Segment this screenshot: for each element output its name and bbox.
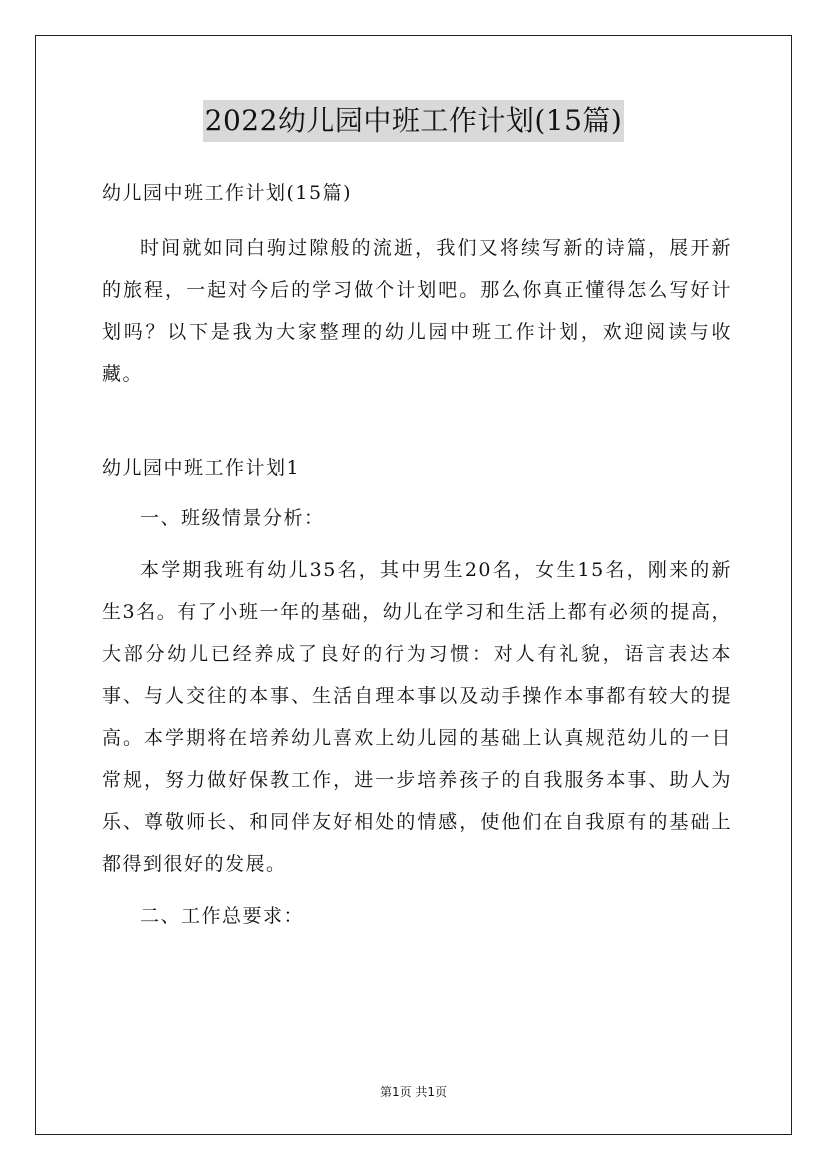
part-one-paragraph: 本学期我班有幼儿35名，其中男生20名，女生15名，刚来的新生3名。有了小班一年的基础，幼儿在学习和生活上都有必须的提高，大部分幼儿已经养成了良好的行为习惯：对人有礼貌，语言表达本事、与人交往的本事、生活自理本事以及动手操作本事都有较大的提高。本学期将在培养幼儿喜欢上幼儿园的基础上认真规范幼儿的一日常规，努力做好保教工作，进一步培养孩子的自我服务本事、助人为乐、尊敬师长、和同伴友好相处的情感，使他们在自我原有的基础上都得到很好的发展。 (102, 559, 732, 875)
title-container (0, 100, 827, 142)
intro-paragraph: 时间就如同白驹过隙般的流逝，我们又将续写新的诗篇，展开新的旅程，一起对今后的学习做个计划吧。那么你真正懂得怎么写好计划吗？以下是我为大家整理的幼儿园中班工作计划，欢迎阅读与收藏。 (102, 237, 732, 385)
part-one-heading: 一、班级情景分析： (140, 507, 325, 529)
document-body (102, 174, 732, 935)
document-title: 2022幼儿园中班工作计划(15篇) (203, 100, 625, 142)
page-number-footer: 第1页 共1页 (379, 1085, 448, 1099)
section-heading: 幼儿园中班工作计划1 (102, 457, 301, 479)
document-subtitle: 幼儿园中班工作计划(15篇) (102, 182, 353, 204)
part-two-heading: 二、工作总要求： (140, 905, 305, 927)
